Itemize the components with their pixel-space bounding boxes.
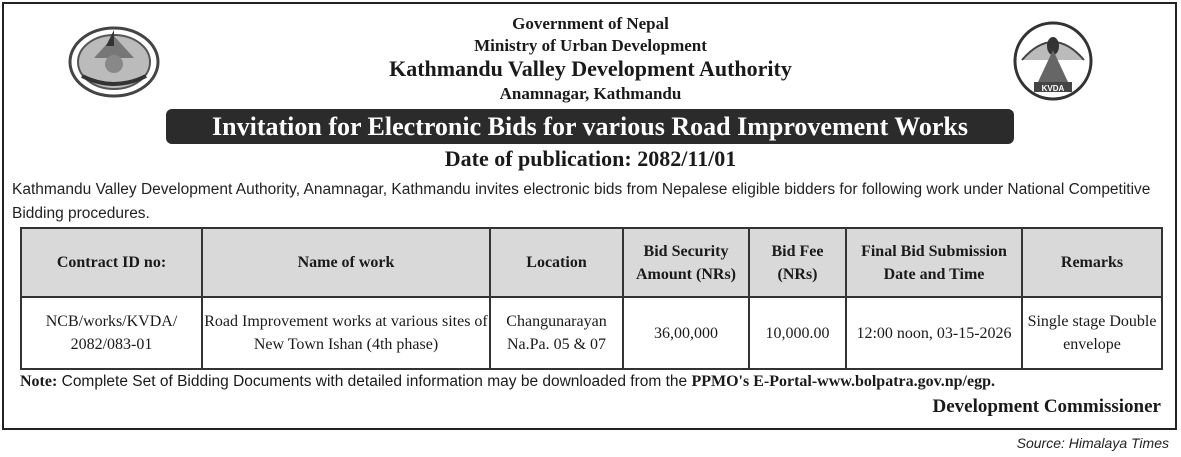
source-credit: Source: Himalaya Times bbox=[1016, 435, 1169, 451]
bids-table bbox=[20, 227, 1163, 370]
header-bid-security: Bid Security Amount (NRs) bbox=[623, 228, 749, 297]
authority-name: Kathmandu Valley Development Authority bbox=[389, 56, 792, 81]
note-label: Note: bbox=[20, 373, 58, 390]
signatory: Development Commissioner bbox=[932, 396, 1161, 417]
note-text: Complete Set of Bidding Documents with detailed information may be downloaded from the bbox=[57, 373, 692, 390]
cell-name-of-work: Road Improvement works at various sites of New Town Ishan (4th phase) bbox=[202, 297, 490, 369]
cell-contract-id: NCB/works/KVDA/ 2082/083-01 bbox=[21, 297, 202, 369]
notice-title: Invitation for Electronic Bids for various Road Improvement Works bbox=[166, 109, 1014, 144]
cell-bid-fee: 10,000.00 bbox=[749, 297, 846, 369]
table-header-row bbox=[21, 228, 1162, 297]
header-submission: Final Bid Submission Date and Time bbox=[846, 228, 1022, 297]
portal-link[interactable]: PPMO's E-Portal-www.bolpatra.gov.np/egp. bbox=[691, 373, 995, 390]
table-row bbox=[21, 297, 1162, 369]
header-location: Location bbox=[490, 228, 623, 297]
header-name-of-work: Name of work bbox=[202, 228, 490, 297]
header-bid-fee: Bid Fee (NRs) bbox=[749, 228, 846, 297]
intro-paragraph: Kathmandu Valley Development Authority, Anamnagar, Kathmandu invites electronic bids from Nepalese eligible bidders for following work under National Competitive Bidding procedures. bbox=[12, 181, 1151, 222]
cell-submission: 12:00 noon, 03-15-2026 bbox=[846, 297, 1022, 369]
kvda-logo-text: KVDA bbox=[1041, 84, 1065, 93]
cell-bid-security: 36,00,000 bbox=[623, 297, 749, 369]
kvda-logo-icon bbox=[1012, 20, 1094, 102]
note-line bbox=[20, 373, 1170, 391]
cell-location: Changunarayan Na.Pa. 05 & 07 bbox=[490, 297, 623, 369]
publication-date: Date of publication: 2082/11/01 bbox=[444, 146, 737, 171]
authority-address: Anamnagar, Kathmandu bbox=[499, 84, 682, 103]
ministry-name: Ministry of Urban Development bbox=[474, 36, 707, 55]
government-name: Government of Nepal bbox=[512, 14, 669, 33]
cell-remarks: Single stage Double envelope bbox=[1022, 297, 1162, 369]
header-contract-id: Contract ID no: bbox=[21, 228, 202, 297]
header-remarks: Remarks bbox=[1022, 228, 1162, 297]
